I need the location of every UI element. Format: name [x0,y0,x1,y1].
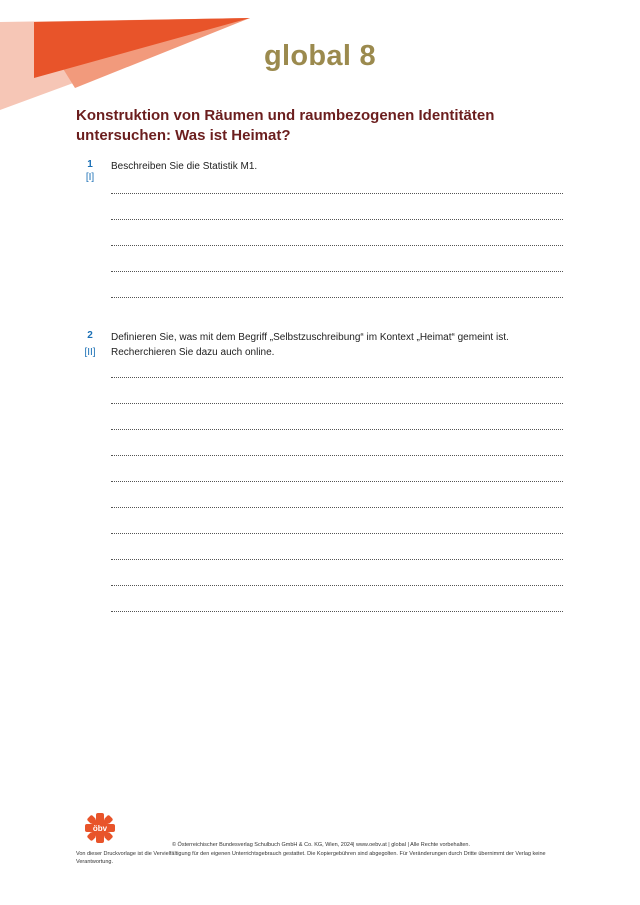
answer-line[interactable] [111,403,563,404]
answer-line[interactable] [111,245,563,246]
worksheet-title: Konstruktion von Räumen und raumbezogenen Identitäten untersuchen: Was ist Heimat? [76,107,495,144]
task-level: [II] [84,347,96,358]
answer-line[interactable] [111,611,563,612]
answer-line[interactable] [111,377,563,378]
answer-line[interactable] [111,455,563,456]
brand-title: global 8 [264,40,376,72]
logo-text: öbv [92,824,108,833]
task-instruction [111,330,541,360]
oebv-logo [84,812,116,844]
task-instruction-line: Recherchieren Sie dazu auch online. [111,347,275,358]
copyright-notice: © Österreichischer Bundesverlag Schulbuch GmbH & Co. KG, Wien, 2024| www.oebv.at | global | Alle Rechte vorbehalten. [171,842,471,848]
task-1 [80,159,570,309]
task-instruction-line: Definieren Sie, was mit dem Begriff „Selbstzuschreibung“ im Kontext „Heimat“ gemeint ist. [111,332,509,343]
answer-line[interactable] [111,559,563,560]
task-number: 1 [87,159,93,170]
answer-line[interactable] [111,585,563,586]
task-2 [80,330,570,620]
answer-line[interactable] [111,533,563,534]
usage-note: Von dieser Druckvorlage ist die Vervielfältigung für den eigenen Unterrichtsgebrauch gestattet. Die Kopiergebühren sind abgegolten. Für Veränderungen durch Dritte übernimmt der Verlag keine Verantwortung. [76,851,546,865]
answer-line[interactable] [111,481,563,482]
task-level: [I] [85,172,95,183]
answer-line[interactable] [111,429,563,430]
task-number: 2 [87,330,93,341]
answer-line[interactable] [111,297,563,298]
answer-line[interactable] [111,219,563,220]
answer-line[interactable] [111,193,563,194]
task-instruction: Beschreiben Sie die Statistik M1. [111,161,258,172]
answer-line[interactable] [111,271,563,272]
answer-line[interactable] [111,507,563,508]
